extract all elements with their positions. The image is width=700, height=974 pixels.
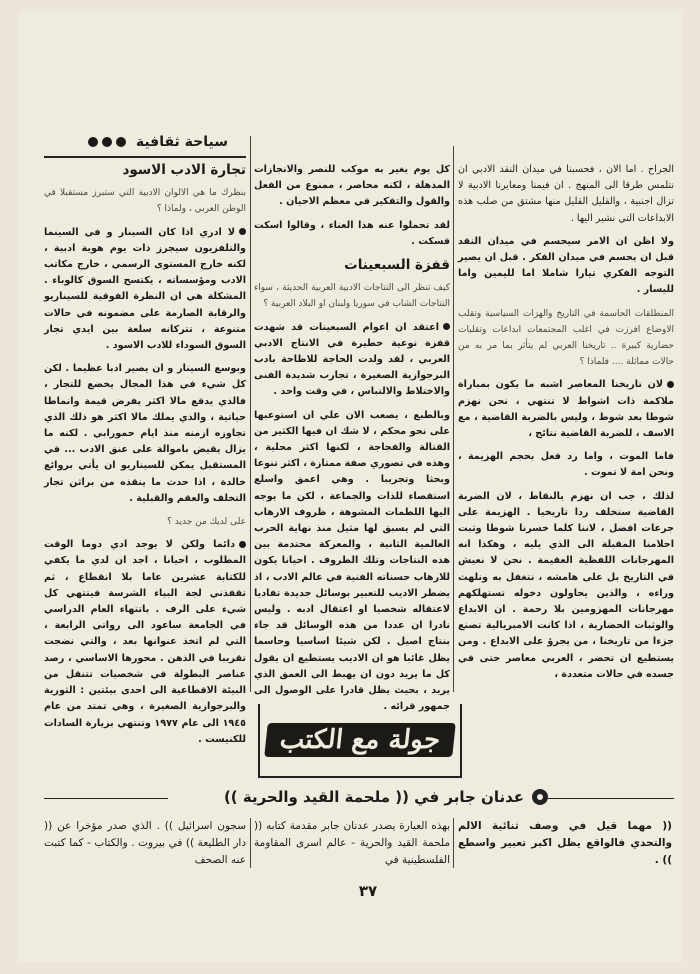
- article-column-middle: بهذه العبارة يصدر عدنان جابر مقدمة كتابه (( ملحمة القيد والحرية - عالم اسرى المقاومة الفلسطينية في: [254, 820, 450, 866]
- question-text: كيف تنظر الى النتاجات الادبية العربية الحديثة ، سواء النتاجات الشاب في سوريا ولبنان او البلاد العربية ؟: [254, 283, 450, 310]
- answer-text: اعتقد ان اعوام السبعينات قد شهدت قفزة نوعية خطيرة في الانتاج الادبي العربي ، لقد ولدت الحاجة للاطاحة بادب البرجوازية الصغيرة ، تجارب شديدة الفنى والاختلاط والالتباس ، في وقت واحد .: [254, 320, 450, 401]
- paragraph: الجراح . اما الان ، فحسبنا في ميدان النقد الادبي ان نتلمس طرقا الى المنهج . ان فيمنا ومعايرنا الادبية لا تزال اجنبية ، والقليل القليل منها مشتق من صلب هذه الابداعات التي نشير اليها .: [458, 164, 674, 224]
- article-title: [168, 784, 548, 810]
- subheading: قفزة السبعينات: [344, 257, 450, 274]
- section-title: سياحة ثقافية: [135, 134, 228, 150]
- paragraph: لقد تحملوا عنه هذا العناء ، وقالوا اسكت فسكت .: [254, 219, 450, 247]
- answer-text: دائما ولكن لا يوجد ادي دوما الوقت المطلوب ، احيانا ، اجد ان لدي ما يكفي للكتابة عشرين عاما بلا انقطاع ، ثم تقفذني لجة البياء الشرسة فيتتهي كل شيء على الرف . باتتهاء العام الدراسي في الجامعة ساعود الى رواتي الرابعة ، التي لم اتخذ عنوانها بعد ، والتي نضجت تقريبا في الذهن . محورها الاساسي ، رصد عناصر البطولة في شخصيات تتنقل من البيئة الاقطاعية الى احدى بيئتين : الثورية والبرجوازية الصغيرة ، وهي تمتد من عام ١٩٤٥ الى عام ١٩٧٧ وتنتهي بزيارة السادات للكنيست .: [44, 537, 246, 748]
- books-section-title: جولة مع الكتب: [264, 723, 456, 757]
- dot-icon: [102, 137, 112, 147]
- column-divider: [250, 818, 251, 868]
- article-heading: تجارة الادب الاسود: [122, 162, 246, 178]
- paragraph: فاما الموت ، واما رد فعل بحجم الهزيمة ، ونحن امة لا تموت .: [458, 451, 674, 479]
- answer-text: لا ادري اذا كان السينار و في السينما والتلفزيون سيجرز ذات يوم هوية ادبية ، لكنه خارج المستوى الرسمي ، خارج مكاتب الادب ومؤسساته ، يكتسح السوق كالوباء . المشكلة هي ان النظرة الفوقية للسيناريو والرقابة الصارمة على مضمونه في حالات متنوعة ، تتركانه سلعة بين ايدي تجار السوق السوداء للادب الاسود .: [44, 225, 246, 355]
- section-header: [48, 130, 228, 154]
- title-rule-left: [44, 798, 168, 799]
- article-column-right: (( مهما قيل في وصف ثنائية الالم والتحدي فالواقع يظل اكبر تعبير واسطع )) .: [458, 820, 672, 866]
- column-divider: [250, 136, 251, 692]
- paragraph: ولا اظن ان الامر سيحسم في ميدان النقد قبل ان يحسم في ميدان الفكر . قبل ان يصير التوجه الفكري تيارا شاملا اما لليمين واما لليسار .: [458, 235, 674, 296]
- question-text: على لديك من جديد ؟: [167, 517, 246, 528]
- article-title-text: عدنان جابر في (( ملحمة القيد والحرية )): [223, 788, 524, 806]
- section-underline: [44, 156, 246, 158]
- camera-icon: [532, 789, 548, 805]
- column-divider: [453, 146, 454, 692]
- title-rule-right: [548, 798, 674, 799]
- column-left: [44, 162, 246, 745]
- paragraph: وبوسع السينار و ان يصير ادبا عظيما . لكن كل شيء في هذا المجال يخضع للتجار ، فالذي يدفع مالا اكثر يفرض قيمة وانماطا حياتية ، والذي يملك مالا اكثر هو ذلك الذي تجاوزه ازمنه منذ ايام حمورابي . لكنه ما يزال يقيض باموالة على عنق الادب ... في المستقبل يمكن للسيناريو ان يأتي بروائع خالدة ، اذا حدث ما ينقذه من براثن تجار التخلف والعقم والقبلية .: [44, 363, 246, 504]
- paragraph: وبالطبع ، يصعب الان علي ان استوعبها على نحو محكم ، لا شك ان فيها الكثير من القتالة والفجاجة ، لكنها اكثر محلية ، وهذه في تصوري صفة ممتازة ، اكثر تنوعا وبحثا وتجريبا . وهي اعمق واسلع استقصاء للذات والجماعة ، لكن ما يوجه اليها اللطمات المشوهة ، ظروف الارهاب التي لم يسبق لها مثيل منذ نهاية الحرب العالمية الثانية ، والمعركة محتدمة بين هذه النتاجات وتلك الظروف . احيانا يكون للارهاب حسناته الفنية في عالم الادب ، اذ يضطر الاديب للتعبير بوسائل جديدة تفاديا لاعتقاله شخصيا او اعتقال ادبه . وليس نادرا ان عددا من هذه الوسائل قد جاء بنتاج اصيل . لكن شيئا اساسيا وحاسما يظل غائبا هو ان الاديب يستطيع ان يقول كل ما يريد دون ان يهبط الى العمق الذي يريد ، بحيث يظل قادرا على الوصول الى جمهور قرائه .: [254, 409, 450, 713]
- column-divider: [453, 818, 454, 868]
- books-section-banner: [258, 704, 462, 778]
- paragraph: لذلك ، جب ان نهزم بالنقاط ، لان الضربة القاضية ستخلف ردا تاريخيا . الهزيمة على جرعات افضل ، لاننا كلما خسرنا شوطا وثبت احلامنا المقبلة الى الذي يليه ، وهكذا انه المهرجانات اللفظية العقيمة . نحن لا نعيش في التاريخ بل على هامشه ، نتغفل به ونلهث وراءه ، والذين يحاولون دخوله تستهلكهم مهرجانات المهزومين بلا رحمة . ان الابداع والوثبات الحضارية ، اذا كانت الامبريالية تصنع جزءا من تاريخنا ، من يجرؤ على الابداع . ومن يستطيع ان تحضر ، العربي معاصر حتى في جسده في حالات متعددة ،: [458, 490, 674, 680]
- magazine-page: [18, 12, 682, 962]
- article-column-left: سجون اسرائيل )) . الذي صدر مؤخرا عن (( دار الطليعة )) في بيروت . والكتاب - كما كتبت عنه الصحف: [44, 820, 246, 866]
- question-text: المنطلقات الحاسمة في التاريخ والهزات السياسية وتقلب الاوضاع افرزت في اغلب المجتمعات ابداعات وتقلبات حضارية كبيرة .. تاريخنا العربي لم يتأثر بما مر به من حالات مماثلة .... فلماذا ؟: [458, 308, 674, 368]
- question-text: بنظرك ما هي الالوان الادبية التي ستبرز مستقبلا في الوطن العربي ، ولماذا ؟: [44, 188, 246, 215]
- answer-text: لان تاريخنا المعاصر اشبه ما يكون بمباراة ملاكمة ذات اشواط لا تنتهي ، نحن نهزم شوطا بعد شوط ، وليس بالضربة القاضية ، مع الاسف ، للضربة القاضية نتائج ،: [458, 377, 674, 442]
- page-number: ٣٧: [358, 882, 378, 900]
- section-dots: [88, 137, 126, 147]
- paragraph: كل يوم يغير به موكب للنصر والانجازات المذهلة ، لكنه محاصر ، ممنوع من الفعل والقول والتفكير في معظم الاحيان .: [254, 164, 450, 208]
- dot-icon: [116, 137, 126, 147]
- column-middle: [254, 162, 450, 713]
- dot-icon: [88, 137, 98, 147]
- column-right: [458, 162, 674, 702]
